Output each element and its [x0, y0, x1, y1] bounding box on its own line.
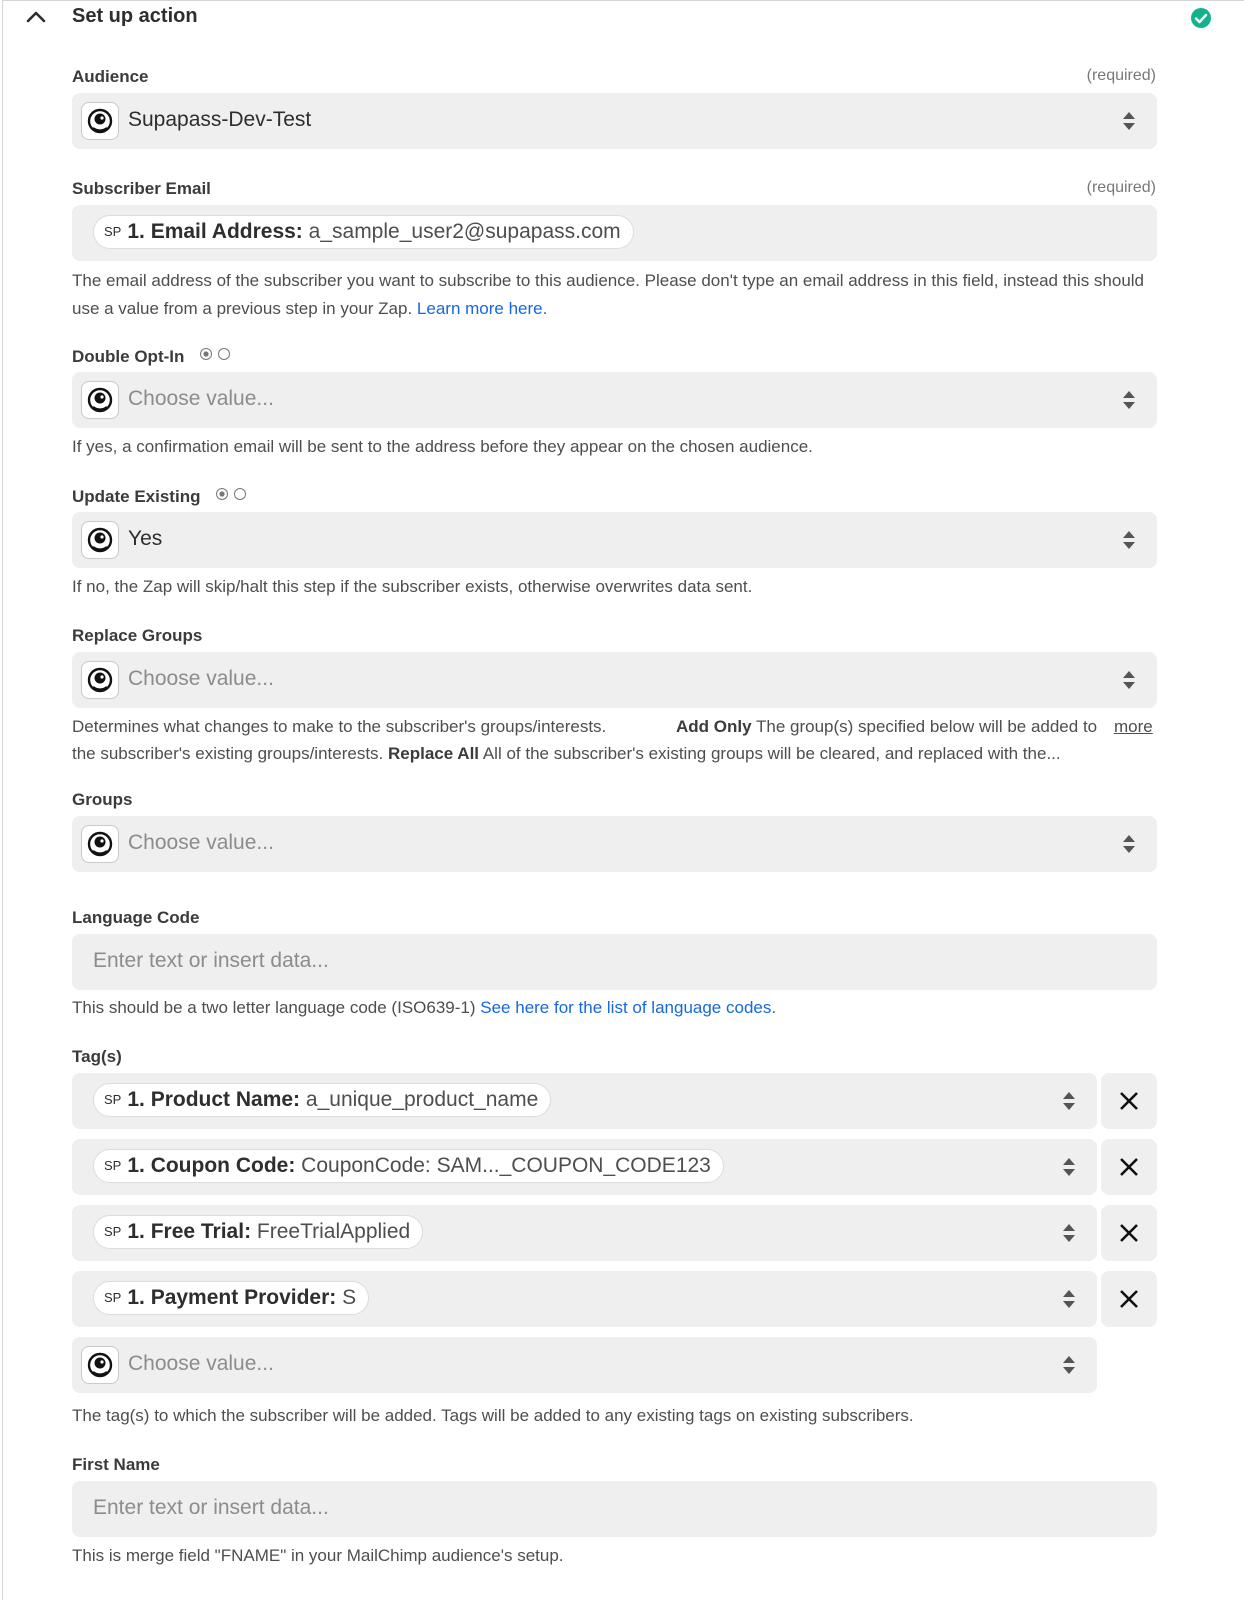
remove-tag-button[interactable]: [1101, 1139, 1157, 1195]
source-badge: SP: [104, 224, 122, 239]
data-pill[interactable]: [93, 1281, 369, 1315]
sort-arrows-icon: [1122, 110, 1136, 132]
replace-groups-help-line2: the subscriber's existing groups/interests. Replace All All of the subscriber's existing groups will be cleared, and replaced with the...: [72, 744, 1061, 763]
update-existing-select[interactable]: [72, 512, 1157, 568]
placeholder: Enter text or insert data...: [93, 1496, 329, 1519]
remove-tag-button[interactable]: [1101, 1205, 1157, 1261]
new-tag-select[interactable]: [72, 1337, 1097, 1393]
radio-icon[interactable]: [199, 346, 235, 366]
language-code-help: This should be a two letter language code (ISO639-1) See here for the list of language codes.: [72, 998, 777, 1017]
sort-arrows-icon: [1122, 669, 1136, 691]
placeholder: Enter text or insert data...: [93, 949, 329, 972]
sort-arrows-icon: [1062, 1288, 1076, 1310]
remove-tag-button[interactable]: [1101, 1073, 1157, 1129]
first-name-help: This is merge field "FNAME" in your MailChimp audience's setup.: [72, 1546, 564, 1565]
tag-field[interactable]: [72, 1271, 1097, 1327]
groups-select[interactable]: [72, 816, 1157, 872]
sort-arrows-icon: [1062, 1090, 1076, 1112]
double-opt-in-label: Double Opt-In: [72, 346, 235, 367]
required-indicator: (required): [1086, 179, 1156, 196]
update-existing-value: Yes: [128, 527, 163, 550]
pill-key: 1. Coupon Code:: [127, 1154, 296, 1177]
replace-groups-select[interactable]: [72, 652, 1157, 708]
learn-more-link[interactable]: Learn more here.: [416, 299, 548, 318]
groups-label: Groups: [72, 790, 133, 809]
replace-groups-help-line1: Determines what changes to make to the subscriber's groups/interests.: [72, 717, 607, 736]
collapse-toggle[interactable]: [25, 6, 47, 33]
pill-value: FreeTrialApplied: [256, 1220, 411, 1243]
subscriber-email-help: The email address of the subscriber you want to subscribe to this audience. Please don't type an email address in this field, instead this should use a value from a previous step in your Zap. Learn more here.: [72, 271, 1145, 318]
pill-value: CouponCode: SAM..._COUPON_CODE123: [301, 1154, 711, 1177]
tags-label: Tag(s): [72, 1047, 122, 1066]
remove-tag-button[interactable]: [1101, 1271, 1157, 1327]
data-pill[interactable]: [93, 1149, 724, 1183]
double-opt-in-select[interactable]: [72, 372, 1157, 428]
double-opt-in-help: If yes, a confirmation email will be sent to the address before they appear on the chosen audience.: [72, 437, 813, 456]
sort-arrows-icon: [1122, 833, 1136, 855]
action-setup-panel: [2, 0, 1244, 1600]
data-pill[interactable]: [93, 1083, 551, 1117]
data-pill[interactable]: [93, 215, 634, 249]
close-icon: [1118, 1090, 1140, 1112]
language-codes-link[interactable]: See here for the list of language codes.: [480, 998, 777, 1017]
placeholder: Choose value...: [128, 1352, 274, 1375]
pill-value: a_unique_product_name: [305, 1088, 539, 1111]
first-name-label: First Name: [72, 1455, 160, 1474]
sort-arrows-icon: [1062, 1156, 1076, 1178]
tags-help: The tag(s) to which the subscriber will be added. Tags will be added to any existing tags on existing subscribers.: [72, 1406, 914, 1425]
sort-arrows-icon: [1062, 1222, 1076, 1244]
update-existing-label: Update Existing: [72, 486, 251, 507]
pill-key: 1. Email Address:: [127, 220, 303, 243]
chevron-up-icon: [25, 6, 47, 28]
first-name-input[interactable]: [72, 1481, 1157, 1537]
placeholder: Choose value...: [128, 387, 274, 410]
pill-key: 1. Product Name:: [127, 1088, 301, 1111]
pill-key: 1. Payment Provider:: [127, 1286, 337, 1309]
subscriber-email-label: Subscriber Email: [72, 179, 211, 198]
required-indicator: (required): [1086, 67, 1156, 84]
update-existing-help: If no, the Zap will skip/halt this step if the subscriber exists, otherwise overwrites data sent.: [72, 577, 753, 596]
mailchimp-logo-icon: [81, 381, 119, 419]
data-pill[interactable]: [93, 1215, 423, 1249]
mailchimp-logo-icon: [81, 661, 119, 699]
subscriber-email-field[interactable]: [72, 205, 1157, 261]
add-only-help: Add Only The group(s) specified below will be added to: [676, 717, 1098, 736]
sort-arrows-icon: [1062, 1354, 1076, 1376]
mailchimp-logo-icon: [81, 521, 119, 559]
radio-icon[interactable]: [215, 486, 251, 506]
close-icon: [1118, 1222, 1140, 1244]
more-link[interactable]: more: [1114, 717, 1153, 736]
section-title: Set up action: [72, 5, 198, 27]
pill-value: S: [342, 1286, 357, 1309]
sort-arrows-icon: [1122, 389, 1136, 411]
audience-value: Supapass-Dev-Test: [128, 108, 312, 131]
placeholder: Choose value...: [128, 667, 274, 690]
replace-groups-label: Replace Groups: [72, 626, 203, 645]
close-icon: [1118, 1156, 1140, 1178]
audience-select[interactable]: [72, 93, 1157, 149]
sort-arrows-icon: [1122, 529, 1136, 551]
source-badge: SP: [104, 1158, 122, 1173]
tag-field[interactable]: [72, 1073, 1097, 1129]
source-badge: SP: [104, 1290, 122, 1305]
audience-label: Audience: [72, 67, 149, 86]
mailchimp-logo-icon: [81, 1346, 119, 1384]
language-code-label: Language Code: [72, 908, 200, 927]
source-badge: SP: [104, 1092, 122, 1107]
pill-value: a_sample_user2@supapass.com: [308, 220, 621, 243]
tag-field[interactable]: [72, 1205, 1097, 1261]
placeholder: Choose value...: [128, 831, 274, 854]
tag-field[interactable]: [72, 1139, 1097, 1195]
check-circle-icon: [1190, 7, 1212, 29]
close-icon: [1118, 1288, 1140, 1310]
language-code-input[interactable]: [72, 934, 1157, 990]
pill-key: 1. Free Trial:: [127, 1220, 252, 1243]
mailchimp-logo-icon: [81, 825, 119, 863]
source-badge: SP: [104, 1224, 122, 1239]
mailchimp-logo-icon: [81, 102, 119, 140]
